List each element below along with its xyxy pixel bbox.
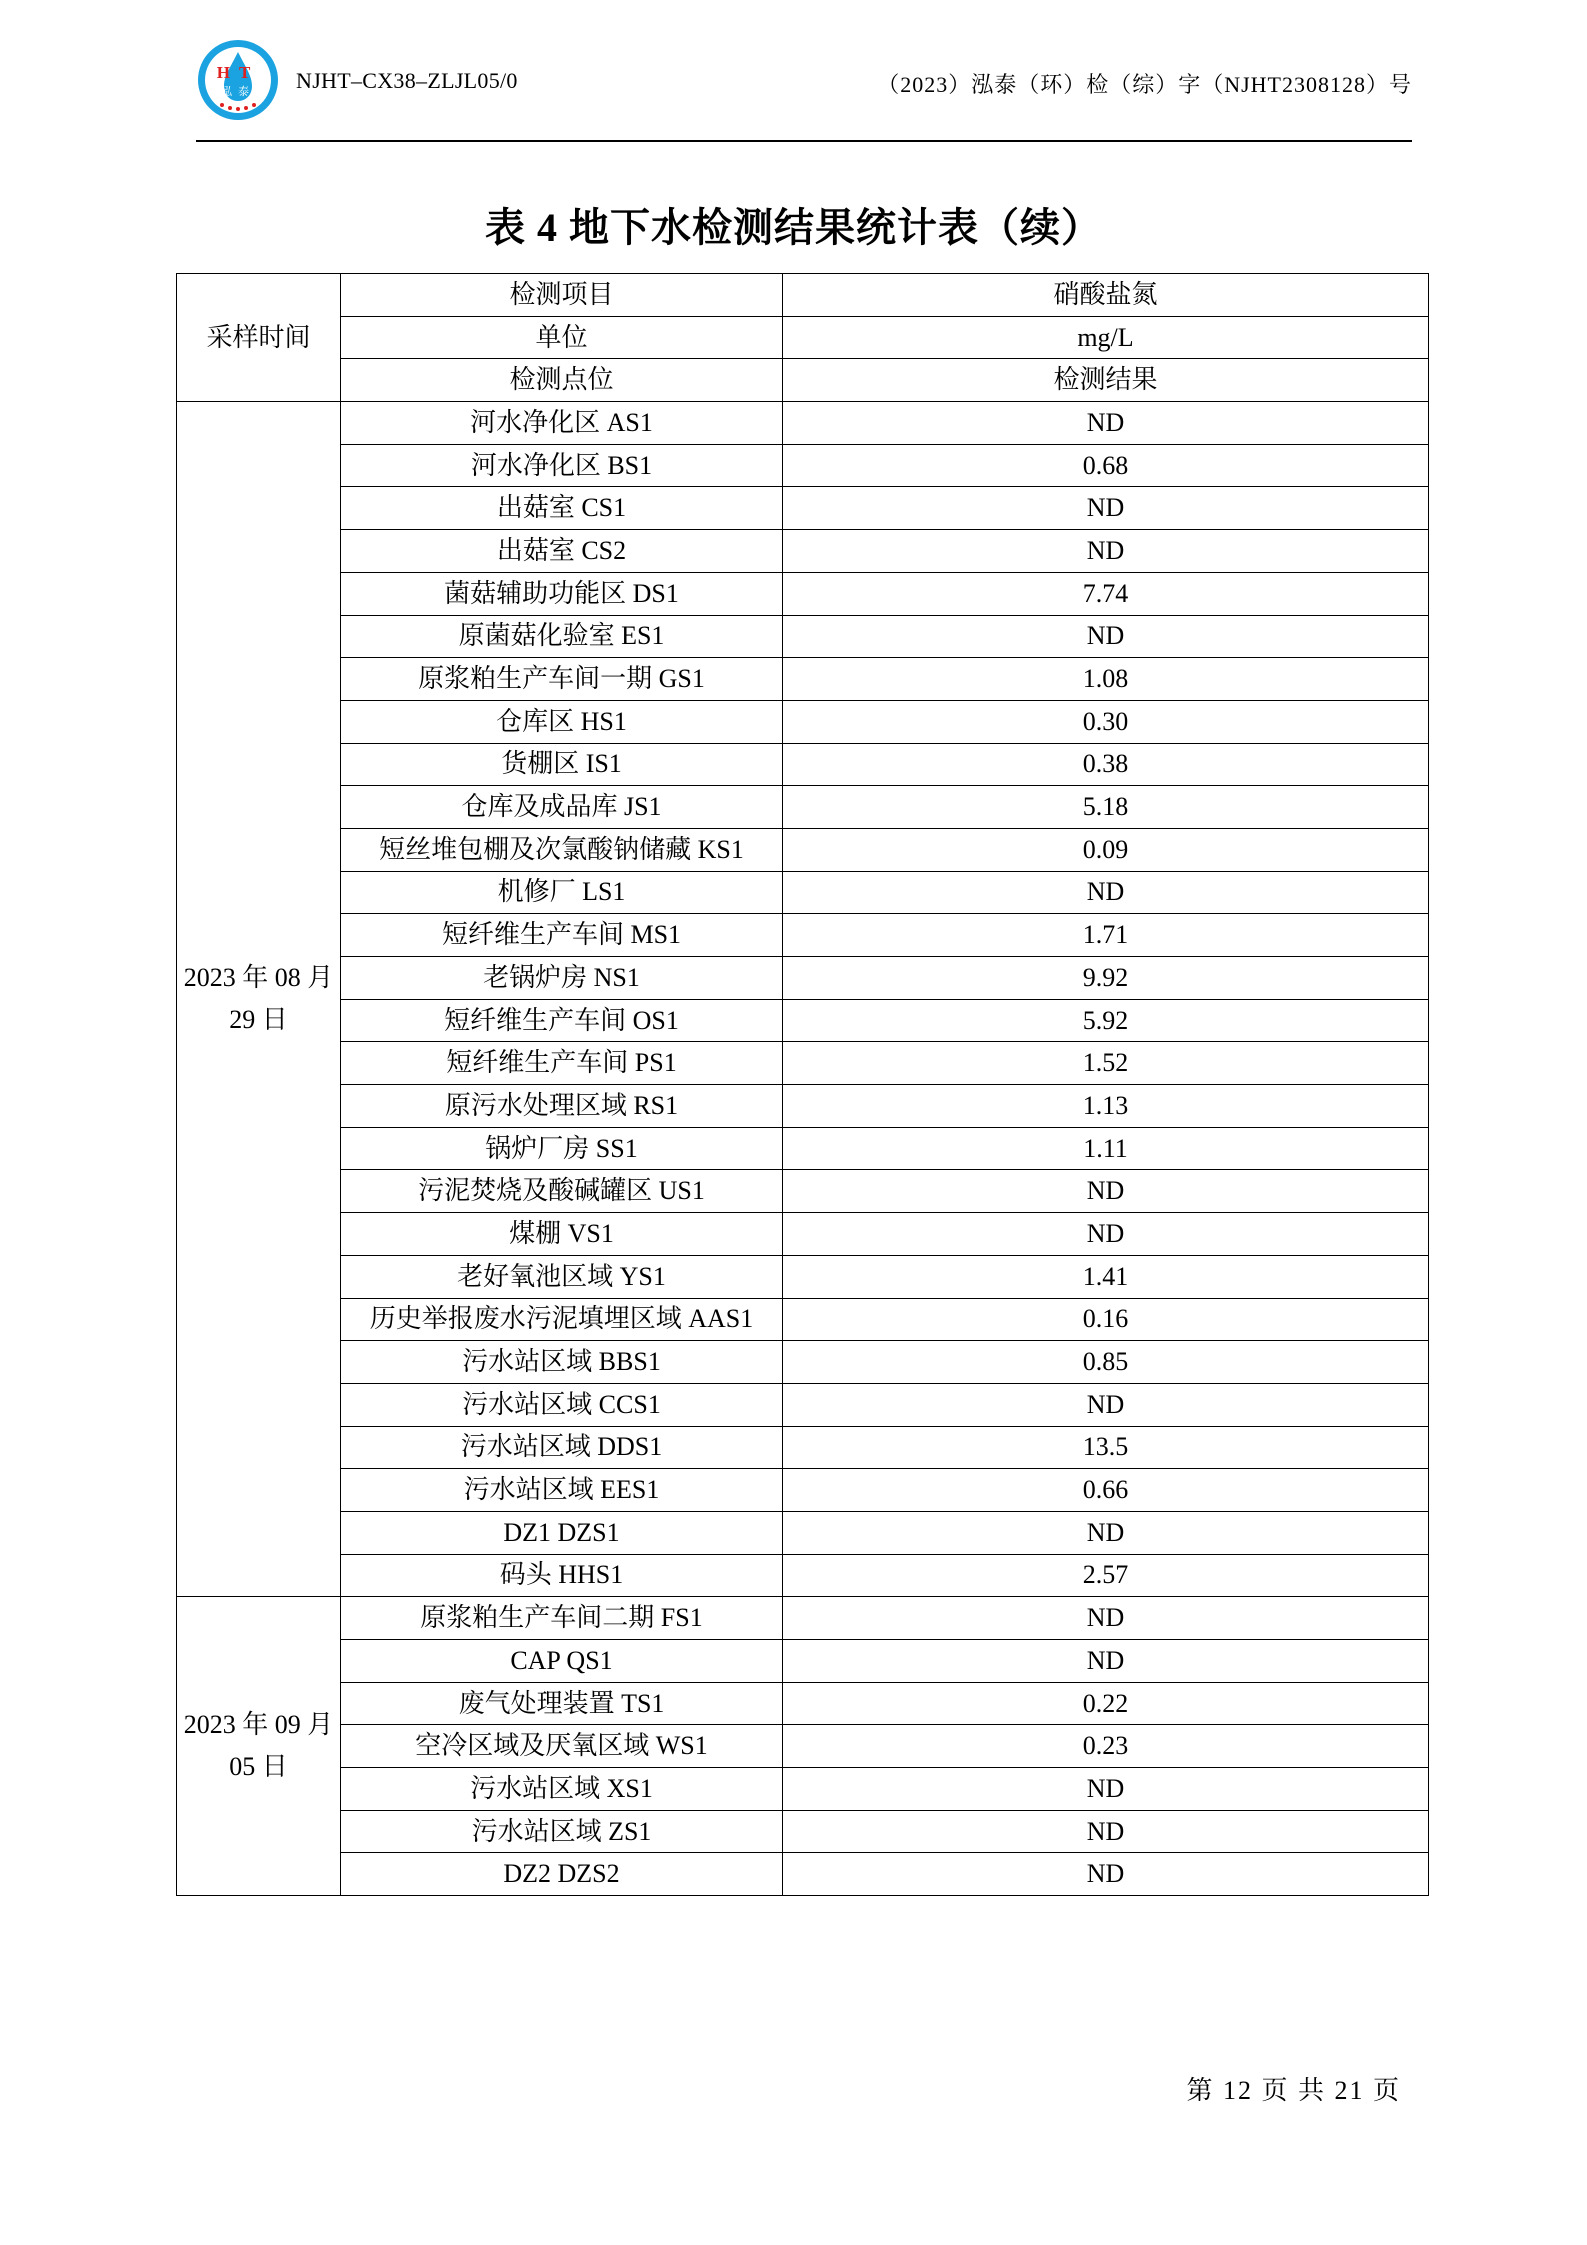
table-row bbox=[177, 1640, 1429, 1683]
table-row bbox=[177, 871, 1429, 914]
point-cell: 短纤维生产车间 PS1 bbox=[341, 1042, 783, 1085]
table-header-row bbox=[177, 316, 1429, 359]
point-cell: 原菌菇化验室 ES1 bbox=[341, 615, 783, 658]
result-cell: 0.30 bbox=[783, 700, 1429, 743]
result-cell: ND bbox=[783, 402, 1429, 445]
table-row bbox=[177, 786, 1429, 829]
result-cell: 1.41 bbox=[783, 1255, 1429, 1298]
point-cell: 老锅炉房 NS1 bbox=[341, 957, 783, 1000]
table-row bbox=[177, 1554, 1429, 1597]
result-cell: 0.23 bbox=[783, 1725, 1429, 1768]
page-title: 表 4 地下水检测结果统计表（续） bbox=[485, 205, 1102, 250]
result-cell: 1.08 bbox=[783, 658, 1429, 701]
point-cell: 空冷区域及厌氧区域 WS1 bbox=[341, 1725, 783, 1768]
report-number: （2023）泓泰（环）检（综）字（NJHT2308128）号 bbox=[877, 72, 1412, 97]
result-cell: ND bbox=[783, 1511, 1429, 1554]
header-divider bbox=[196, 140, 1412, 142]
item-value: 硝酸盐氮 bbox=[783, 274, 1429, 317]
result-cell: ND bbox=[783, 1170, 1429, 1213]
point-cell: 机修厂 LS1 bbox=[341, 871, 783, 914]
result-cell: ND bbox=[783, 871, 1429, 914]
svg-text:HT: HT bbox=[216, 63, 260, 82]
table-row bbox=[177, 1085, 1429, 1128]
table-row bbox=[177, 1383, 1429, 1426]
table-row bbox=[177, 1597, 1429, 1640]
result-cell: ND bbox=[783, 1383, 1429, 1426]
table-row bbox=[177, 658, 1429, 701]
page-header bbox=[196, 38, 1412, 142]
result-cell: ND bbox=[783, 487, 1429, 530]
table-row bbox=[177, 1469, 1429, 1512]
result-cell: 5.18 bbox=[783, 786, 1429, 829]
table-row bbox=[177, 1042, 1429, 1085]
table-row bbox=[177, 828, 1429, 871]
result-cell: 0.38 bbox=[783, 743, 1429, 786]
table-row bbox=[177, 1853, 1429, 1896]
table-row bbox=[177, 530, 1429, 573]
point-cell: 短丝堆包棚及次氯酸钠储藏 KS1 bbox=[341, 828, 783, 871]
table-row bbox=[177, 1511, 1429, 1554]
point-cell: 菌菇辅助功能区 DS1 bbox=[341, 572, 783, 615]
result-cell: ND bbox=[783, 1213, 1429, 1256]
point-cell: 原浆粕生产车间二期 FS1 bbox=[341, 1597, 783, 1640]
table-row bbox=[177, 572, 1429, 615]
unit-label: 单位 bbox=[341, 316, 783, 359]
table-row bbox=[177, 444, 1429, 487]
table-header-row bbox=[177, 359, 1429, 402]
table-row bbox=[177, 1341, 1429, 1384]
result-cell: 0.22 bbox=[783, 1682, 1429, 1725]
result-cell: 1.11 bbox=[783, 1127, 1429, 1170]
result-cell: 9.92 bbox=[783, 957, 1429, 1000]
result-cell: ND bbox=[783, 1810, 1429, 1853]
result-cell: ND bbox=[783, 530, 1429, 573]
results-table bbox=[176, 273, 1429, 1896]
table-row bbox=[177, 1170, 1429, 1213]
table-header-row bbox=[177, 274, 1429, 317]
table-row bbox=[177, 957, 1429, 1000]
point-cell: 出菇室 CS2 bbox=[341, 530, 783, 573]
table-row bbox=[177, 1682, 1429, 1725]
point-cell: 污泥焚烧及酸碱罐区 US1 bbox=[341, 1170, 783, 1213]
sampling-time-header: 采样时间 bbox=[177, 274, 341, 402]
table-row bbox=[177, 1127, 1429, 1170]
point-cell: 原污水处理区域 RS1 bbox=[341, 1085, 783, 1128]
table-row bbox=[177, 1213, 1429, 1256]
point-cell: 污水站区域 BBS1 bbox=[341, 1341, 783, 1384]
point-cell: 煤棚 VS1 bbox=[341, 1213, 783, 1256]
point-cell: 河水净化区 BS1 bbox=[341, 444, 783, 487]
table-row bbox=[177, 1255, 1429, 1298]
point-cell: 短纤维生产车间 MS1 bbox=[341, 914, 783, 957]
result-cell: 7.74 bbox=[783, 572, 1429, 615]
result-cell: ND bbox=[783, 615, 1429, 658]
point-cell: 货棚区 IS1 bbox=[341, 743, 783, 786]
table-row bbox=[177, 487, 1429, 530]
point-cell: 原浆粕生产车间一期 GS1 bbox=[341, 658, 783, 701]
result-cell: 0.09 bbox=[783, 828, 1429, 871]
point-cell: 河水净化区 AS1 bbox=[341, 402, 783, 445]
table-row bbox=[177, 914, 1429, 957]
company-logo bbox=[196, 38, 280, 122]
result-cell: 0.68 bbox=[783, 444, 1429, 487]
result-cell: ND bbox=[783, 1768, 1429, 1811]
unit-value: mg/L bbox=[783, 316, 1429, 359]
point-cell: CAP QS1 bbox=[341, 1640, 783, 1683]
point-cell: 污水站区域 EES1 bbox=[341, 1469, 783, 1512]
table-row bbox=[177, 615, 1429, 658]
table-row bbox=[177, 402, 1429, 445]
point-cell: 污水站区域 CCS1 bbox=[341, 1383, 783, 1426]
result-cell: ND bbox=[783, 1640, 1429, 1683]
table-row bbox=[177, 1810, 1429, 1853]
point-cell: 仓库区 HS1 bbox=[341, 700, 783, 743]
point-cell: 短纤维生产车间 OS1 bbox=[341, 999, 783, 1042]
result-cell: 0.66 bbox=[783, 1469, 1429, 1512]
result-cell: 0.16 bbox=[783, 1298, 1429, 1341]
point-cell: 污水站区域 XS1 bbox=[341, 1768, 783, 1811]
table-row bbox=[177, 743, 1429, 786]
svg-text:泓泰: 泓泰 bbox=[221, 85, 255, 98]
point-label: 检测点位 bbox=[341, 359, 783, 402]
table-row bbox=[177, 999, 1429, 1042]
result-cell: 13.5 bbox=[783, 1426, 1429, 1469]
point-cell: 废气处理装置 TS1 bbox=[341, 1682, 783, 1725]
point-cell: 污水站区域 ZS1 bbox=[341, 1810, 783, 1853]
sampling-date-cell: 2023 年 09 月 05 日 bbox=[177, 1597, 341, 1896]
item-label: 检测项目 bbox=[341, 274, 783, 317]
document-code: NJHT–CX38–ZLJL05/0 bbox=[296, 68, 518, 93]
table-row bbox=[177, 1725, 1429, 1768]
point-cell: 历史举报废水污泥填埋区域 AAS1 bbox=[341, 1298, 783, 1341]
result-cell: 1.13 bbox=[783, 1085, 1429, 1128]
result-cell: 1.52 bbox=[783, 1042, 1429, 1085]
point-cell: 老好氧池区域 YS1 bbox=[341, 1255, 783, 1298]
sampling-date-cell: 2023 年 08 月 29 日 bbox=[177, 402, 341, 1597]
result-cell: 5.92 bbox=[783, 999, 1429, 1042]
point-cell: 锅炉厂房 SS1 bbox=[341, 1127, 783, 1170]
result-cell: ND bbox=[783, 1853, 1429, 1896]
point-cell: 污水站区域 DDS1 bbox=[341, 1426, 783, 1469]
result-cell: 0.85 bbox=[783, 1341, 1429, 1384]
point-cell: DZ1 DZS1 bbox=[341, 1511, 783, 1554]
table-row bbox=[177, 1298, 1429, 1341]
point-cell: 码头 HHS1 bbox=[341, 1554, 783, 1597]
table-row bbox=[177, 700, 1429, 743]
result-label: 检测结果 bbox=[783, 359, 1429, 402]
table-row bbox=[177, 1768, 1429, 1811]
table-row bbox=[177, 1426, 1429, 1469]
point-cell: 出菇室 CS1 bbox=[341, 487, 783, 530]
result-cell: 1.71 bbox=[783, 914, 1429, 957]
point-cell: 仓库及成品库 JS1 bbox=[341, 786, 783, 829]
page-number: 第 12 页 共 21 页 bbox=[1186, 2076, 1401, 2105]
result-cell: 2.57 bbox=[783, 1554, 1429, 1597]
result-cell: ND bbox=[783, 1597, 1429, 1640]
point-cell: DZ2 DZS2 bbox=[341, 1853, 783, 1896]
